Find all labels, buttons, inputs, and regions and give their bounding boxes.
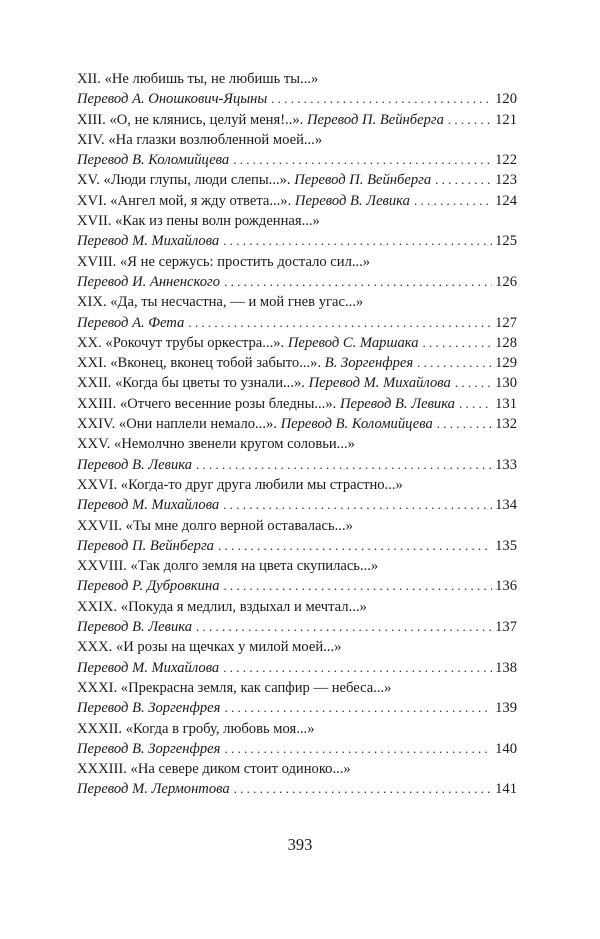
toc-page-number: 120 xyxy=(495,91,517,108)
toc-number: XXVIII. xyxy=(77,558,127,575)
toc-page-number: 132 xyxy=(495,416,517,433)
toc-page-number: 126 xyxy=(495,273,517,290)
toc-title-text: «О, не клянись, целуй меня!..». xyxy=(109,111,304,128)
toc-entry xyxy=(77,759,517,800)
toc-page-number: 134 xyxy=(495,497,517,514)
toc-entry xyxy=(77,394,517,414)
toc-number: XXX. xyxy=(77,639,113,656)
toc-page-number: 122 xyxy=(495,152,517,169)
toc-line xyxy=(77,69,517,89)
toc-title-text: «Отчего весенние розы бледны...». xyxy=(119,395,337,412)
toc-title-text: «Покуда я медлил, вздыхал и мечтал...» xyxy=(120,598,367,615)
toc-entry xyxy=(77,516,517,557)
toc-entry xyxy=(77,252,517,293)
toc-page-number: 123 xyxy=(495,172,517,189)
toc-translator: Перевод М. Михайлова xyxy=(77,659,220,676)
toc-line xyxy=(77,211,517,231)
toc-line xyxy=(77,373,517,393)
toc-line xyxy=(77,779,517,799)
toc-translator: Перевод В. Левика xyxy=(339,395,455,412)
toc-number: XXXIII. xyxy=(77,761,127,778)
toc-line xyxy=(77,252,517,272)
toc-title-text: «Когда-то друг друга любили мы страстно...» xyxy=(120,476,403,493)
toc-line xyxy=(77,759,517,779)
toc-entry xyxy=(77,353,517,373)
dot-leader xyxy=(271,89,492,109)
toc-title-text: «На глазки возлюбленной моей...» xyxy=(108,131,323,148)
toc-page-number: 133 xyxy=(495,456,517,473)
toc-title xyxy=(77,110,444,130)
toc-line xyxy=(77,89,517,109)
toc-line xyxy=(77,231,517,251)
toc-line xyxy=(77,556,517,576)
dot-leader xyxy=(448,110,492,130)
toc-line xyxy=(77,414,517,434)
toc-line xyxy=(77,313,517,333)
dot-leader xyxy=(414,191,492,211)
toc-line xyxy=(77,536,517,556)
toc-line xyxy=(77,110,517,130)
toc-translator: Перевод В. Левика xyxy=(77,619,193,636)
toc-entry xyxy=(77,191,517,211)
toc-line xyxy=(77,719,517,739)
toc-entry xyxy=(77,434,517,475)
toc-title-text: «Так долго земля на цвета скупилась...» xyxy=(130,558,379,575)
toc-title-text: «Когда бы цветы то узнали...». xyxy=(115,375,305,392)
toc-title xyxy=(77,556,378,576)
toc-title xyxy=(77,333,419,353)
toc-title-text: «Прекрасна земля, как сапфир — небеса...» xyxy=(120,679,392,696)
toc-number: XII. xyxy=(77,71,101,87)
toc-number: XXVII. xyxy=(77,517,122,534)
toc-title-text: «Они наплели немало...». xyxy=(118,416,277,433)
toc-number: XXIX. xyxy=(77,598,118,615)
toc-title-text: «Ангел мой, я жду ответа...». xyxy=(110,192,292,209)
toc-number: XXXI. xyxy=(77,679,118,696)
toc-title xyxy=(77,353,413,373)
toc-line xyxy=(77,292,517,312)
toc-title-text: «Когда в гробу, любовь моя...» xyxy=(125,720,315,737)
toc-title xyxy=(77,292,363,312)
toc-translator: Перевод П. Вейнберга xyxy=(306,111,444,128)
toc-line xyxy=(77,495,517,515)
toc-number: XXIV. xyxy=(77,416,116,433)
toc-translator: Перевод Р. Дубровкина xyxy=(77,578,220,595)
toc-title xyxy=(77,475,403,495)
toc-translator: Перевод В. Левика xyxy=(77,456,193,473)
toc-page-number: 128 xyxy=(495,334,517,351)
toc-line xyxy=(77,272,517,292)
dot-leader xyxy=(196,455,492,475)
toc-line xyxy=(77,394,517,414)
toc-number: XXVI. xyxy=(77,476,118,493)
toc-number: XVI. xyxy=(77,192,107,209)
toc-entry xyxy=(77,333,517,353)
toc-title xyxy=(77,69,318,89)
toc-translator: Перевод В. Зоргенфрея xyxy=(77,740,221,757)
toc-line xyxy=(77,333,517,353)
toc-title-text: «На севере диком стоит одиноко...» xyxy=(130,761,351,778)
toc-number: XXV. xyxy=(77,436,111,453)
toc-number: XXXII. xyxy=(77,720,122,737)
toc-title-text: «Немолчно звенели кругом соловьи...» xyxy=(114,436,355,453)
toc-entry xyxy=(77,556,517,597)
toc-translator: Перевод В. Коломийцева xyxy=(280,416,433,433)
toc-entry xyxy=(77,69,517,110)
dot-leader xyxy=(188,313,492,333)
toc-page-number: 127 xyxy=(495,314,517,331)
toc-number: XX. xyxy=(77,334,102,351)
toc-translator: Перевод А. Фета xyxy=(77,314,185,331)
toc-number: XV. xyxy=(77,172,100,189)
toc-title-text: «Как из пены волн рожденная...» xyxy=(115,213,320,230)
dot-leader xyxy=(417,353,492,373)
toc-title xyxy=(77,211,320,231)
toc-title-text: «Рокочут трубы оркестра...». xyxy=(105,334,285,351)
toc-title xyxy=(77,597,367,617)
toc-page-number: 121 xyxy=(495,111,517,128)
toc-translator: Перевод М. Михайлова xyxy=(77,233,220,250)
toc-page-number: 130 xyxy=(495,375,517,392)
toc-number: XVII. xyxy=(77,213,112,230)
toc-translator: Перевод В. Коломийцева xyxy=(77,152,230,169)
toc-number: XIX. xyxy=(77,294,107,311)
toc-line xyxy=(77,455,517,475)
toc-page-number: 124 xyxy=(495,192,517,209)
toc-page-number: 135 xyxy=(495,537,517,554)
toc-translator: Перевод И. Анненского xyxy=(77,273,221,290)
toc-entry xyxy=(77,211,517,252)
toc-line xyxy=(77,475,517,495)
dot-leader xyxy=(196,617,492,637)
toc-translator: Перевод С. Маршака xyxy=(287,334,419,351)
dot-leader xyxy=(455,373,492,393)
toc-line xyxy=(77,678,517,698)
toc-translator: Перевод П. Вейнберга xyxy=(77,537,214,554)
toc-page-number: 138 xyxy=(495,659,517,676)
toc-entry xyxy=(77,475,517,516)
dot-leader xyxy=(223,658,492,678)
dot-leader xyxy=(224,576,492,596)
toc-page-number: 137 xyxy=(495,619,517,636)
toc-line xyxy=(77,739,517,759)
toc-line xyxy=(77,658,517,678)
dot-leader xyxy=(233,150,492,170)
toc-page-number: 131 xyxy=(495,395,517,412)
toc-line xyxy=(77,597,517,617)
toc-translator: Перевод М. Лермонтова xyxy=(77,781,230,798)
toc-entry xyxy=(77,597,517,638)
toc-title-text: «И розы на щечках у милой моей...» xyxy=(115,639,342,656)
toc-entry xyxy=(77,719,517,760)
dot-leader xyxy=(234,779,492,799)
toc-entry xyxy=(77,637,517,678)
toc-number: XVIII. xyxy=(77,253,117,270)
page-number: 393 xyxy=(287,835,313,854)
toc-number: XXI. xyxy=(77,355,107,372)
dot-leader xyxy=(423,333,492,353)
dot-leader xyxy=(218,536,492,556)
toc-translator: В. Зоргенфрея xyxy=(324,355,414,372)
toc-title-text: «Люди глупы, люди слепы...». xyxy=(103,172,291,189)
dot-leader xyxy=(223,495,492,515)
toc-translator: Перевод В. Левика xyxy=(294,192,410,209)
toc-title xyxy=(77,170,431,190)
toc-number: XIII. xyxy=(77,111,106,128)
toc-title xyxy=(77,394,455,414)
toc-title-text: «Я не сержусь: простить достало сил...» xyxy=(119,253,371,270)
toc-entry xyxy=(77,292,517,333)
toc-translator: Перевод А. Оношкович-Яцыны xyxy=(77,91,268,108)
toc-translator: Перевод В. Зоргенфрея xyxy=(77,700,221,717)
toc-line xyxy=(77,576,517,596)
toc-title xyxy=(77,637,341,657)
toc-page-number: 125 xyxy=(495,233,517,250)
toc-title xyxy=(77,191,410,211)
toc-page-number: 129 xyxy=(495,355,517,372)
toc-title xyxy=(77,759,351,779)
toc-title-text: «Да, ты несчастна, — и мой гнев угас...» xyxy=(110,294,364,311)
toc-translator: Перевод П. Вейнберга xyxy=(294,172,432,189)
dot-leader xyxy=(437,414,492,434)
toc-title xyxy=(77,414,433,434)
toc-entry xyxy=(77,414,517,434)
toc-entry xyxy=(77,130,517,171)
toc-title xyxy=(77,678,391,698)
toc-title xyxy=(77,719,315,739)
toc-title xyxy=(77,516,353,536)
toc-entry xyxy=(77,110,517,130)
toc-entry xyxy=(77,373,517,393)
dot-leader xyxy=(224,698,492,718)
toc-line xyxy=(77,353,517,373)
toc-line xyxy=(77,516,517,536)
dot-leader xyxy=(459,394,492,414)
toc-line xyxy=(77,637,517,657)
toc-line xyxy=(77,191,517,211)
toc-title-text: «Вконец, вконец тобой забыто...». xyxy=(110,355,322,372)
toc-line xyxy=(77,617,517,637)
toc-page-number: 141 xyxy=(495,781,517,798)
toc-page-number: 139 xyxy=(495,700,517,717)
toc-line xyxy=(77,434,517,454)
dot-leader xyxy=(223,231,492,251)
toc-title xyxy=(77,252,370,272)
toc-title xyxy=(77,130,322,150)
dot-leader xyxy=(435,170,492,190)
toc-line xyxy=(77,130,517,150)
dot-leader xyxy=(224,272,492,292)
toc-translator: Перевод М. Михайлова xyxy=(77,497,220,514)
toc-line xyxy=(77,150,517,170)
toc-title xyxy=(77,434,355,454)
toc-number: XXIII. xyxy=(77,395,117,412)
toc-translator: Перевод М. Михайлова xyxy=(308,375,451,392)
toc-number: XXII. xyxy=(77,375,112,392)
toc-line xyxy=(77,170,517,190)
toc-title xyxy=(77,373,451,393)
toc-entry xyxy=(77,678,517,719)
table-of-contents xyxy=(77,69,517,800)
dot-leader xyxy=(224,739,492,759)
toc-title-text: «Ты мне долго верной оставалась...» xyxy=(125,517,353,534)
toc-title-text: «Не любишь ты, не любишь ты...» xyxy=(104,71,319,87)
toc-number: XIV. xyxy=(77,131,105,148)
toc-page-number: 140 xyxy=(495,740,517,757)
toc-line xyxy=(77,698,517,718)
toc-entry xyxy=(77,170,517,190)
toc-page-number: 136 xyxy=(495,578,517,595)
